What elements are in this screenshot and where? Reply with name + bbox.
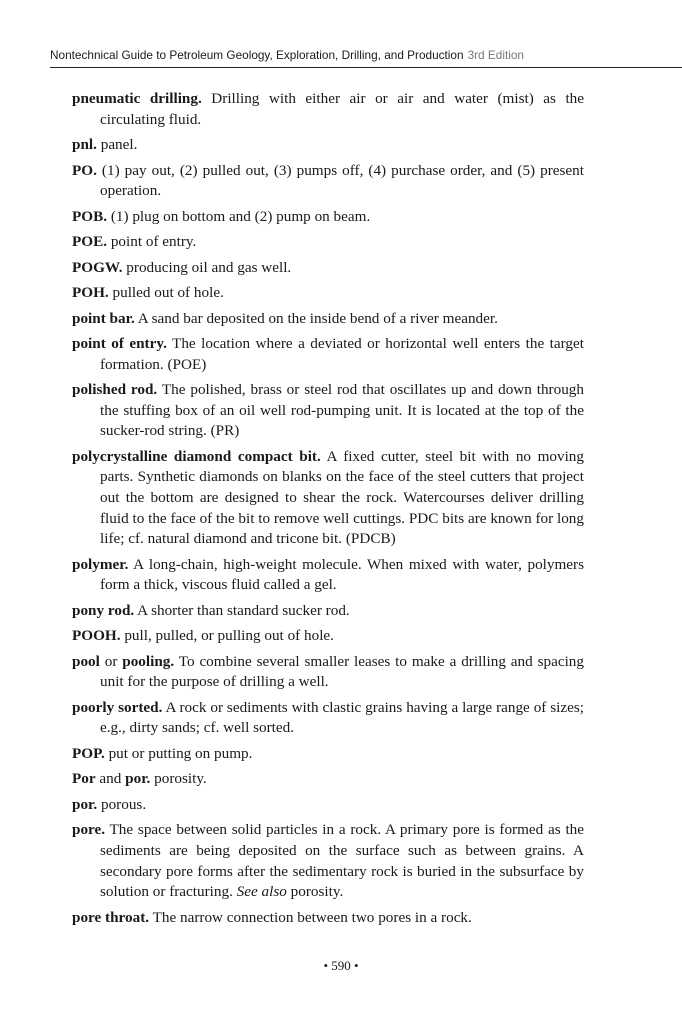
- entry-definition: porous.: [97, 795, 147, 813]
- entry-definition: A rock or sediments with clastic grains having a large range of sizes; e.g., dirty sands; cf. well sorted.: [100, 698, 584, 737]
- edition-label: 3rd Edition: [467, 48, 524, 62]
- entry-term: POE.: [72, 233, 108, 251]
- glossary-entry-pdc-bit: [72, 447, 584, 550]
- entry-term: pore.: [72, 821, 106, 839]
- glossary-entry-por-porous: [72, 795, 584, 816]
- glossary-entry-point-bar: [72, 309, 584, 330]
- glossary-entry-pooh: [72, 626, 584, 647]
- entry-connector: and: [95, 770, 126, 788]
- entry-term: POH.: [72, 284, 109, 302]
- entry-term: polished rod.: [72, 381, 158, 399]
- entry-term: pony rod.: [72, 601, 135, 619]
- glossary-entry-po: [72, 161, 584, 202]
- entry-definition: The narrow connection between two pores in a rock.: [149, 908, 472, 926]
- glossary-entry-pob: [72, 207, 584, 228]
- page-number: • 590 •: [323, 958, 359, 973]
- glossary-entry-por-porosity: [72, 769, 584, 790]
- glossary-entry-pogw: [72, 258, 584, 279]
- glossary-entry-pore: [72, 820, 584, 902]
- entry-term: PO.: [72, 161, 97, 179]
- glossary-entry-point-of-entry: [72, 334, 584, 375]
- entry-definition: point of entry.: [107, 233, 197, 251]
- entry-definition: The location where a deviated or horizontal well enters the target formation. (POE): [100, 335, 584, 373]
- glossary-entry-polymer: [72, 555, 584, 596]
- entry-definition: panel.: [96, 136, 138, 154]
- glossary-entry-poh: [72, 283, 584, 304]
- entry-definition: (1) pay out, (2) pulled out, (3) pumps off, (4) purchase order, and (5) present operation.: [96, 161, 584, 200]
- entry-term: point bar.: [72, 309, 135, 327]
- entry-definition: Drilling with either air or air and water (mist) as the circulating fluid.: [100, 90, 585, 128]
- entry-term: por.: [72, 795, 98, 813]
- entry-term: Por: [72, 770, 96, 788]
- entry-term: pool: [72, 652, 100, 670]
- entry-term: polymer.: [72, 555, 129, 573]
- entry-definition: The space between solid particles in a rock. A primary pore is formed as the sediments are being deposited on the surface such as between grains. A secondary pore forms after the sedimentary rock is buried in the subsurface by solution or fracturing.: [100, 821, 584, 901]
- glossary-entry-pore-throat: [72, 908, 584, 929]
- running-header: [50, 47, 682, 68]
- book-title: Nontechnical Guide to Petroleum Geology, Exploration, Drilling, and Production: [50, 48, 464, 62]
- glossary-entry-pop: [72, 744, 584, 765]
- entry-definition: (1) plug on bottom and (2) pump on beam.: [107, 207, 371, 225]
- entry-term: pnl.: [72, 136, 97, 154]
- glossary-entry-pony-rod: [72, 601, 584, 622]
- entry-definition: put or putting on pump.: [104, 744, 253, 762]
- entry-term: POP.: [72, 744, 105, 762]
- entry-term: POB.: [72, 207, 108, 225]
- glossary-entry-pnl: [72, 135, 584, 156]
- entry-definition: producing oil and gas well.: [122, 258, 292, 276]
- entry-definition: pulled out of hole.: [108, 284, 224, 302]
- entry-definition: A shorter than standard sucker rod.: [134, 601, 350, 619]
- entry-connector: or: [99, 652, 123, 670]
- glossary-entries: [72, 89, 584, 933]
- entry-definition: The polished, brass or steel rod that oscillates up and down through the stuffing box of an oil well rod-pumping unit. It is located at the top of the sucker-rod string. (PR): [100, 381, 584, 440]
- entry-term-alternate: pooling.: [122, 652, 175, 670]
- entry-definition: A sand bar deposited on the inside bend of a river meander.: [134, 309, 498, 327]
- entry-term: point of entry.: [72, 335, 167, 353]
- glossary-entry-pneumatic-drilling: [72, 89, 584, 130]
- glossary-entry-polished-rod: [72, 380, 584, 442]
- entry-term: pore throat.: [72, 908, 150, 926]
- entry-definition: porosity.: [150, 770, 207, 788]
- see-also-target: porosity.: [286, 883, 344, 901]
- entry-term: pneumatic drilling.: [72, 90, 202, 107]
- entry-term: poorly sorted.: [72, 698, 163, 716]
- entry-definition: A fixed cutter, steel bit with no moving parts. Synthetic diamonds on blanks on the face of the steel cutters that project out the bottom are designed to shear the rock. Watercourses deliver drilling fluid to the face of the bit to remove well cuttings. PDC bits are known for long life; cf. natural diamond and tricone bit. (PDCB): [100, 447, 584, 548]
- entry-term: POOH.: [72, 627, 121, 645]
- entry-term: POGW.: [72, 258, 123, 276]
- glossary-entry-poe: [72, 232, 584, 253]
- entry-definition: To combine several smaller leases to make a drilling and spacing unit for the purpose of drilling a well.: [100, 652, 584, 691]
- entry-definition: pull, pulled, or pulling out of hole.: [120, 627, 334, 645]
- entry-term: polycrystalline diamond compact bit.: [72, 447, 321, 465]
- glossary-entry-pool: [72, 652, 584, 693]
- see-also-label: See also: [236, 883, 287, 901]
- glossary-entry-poorly-sorted: [72, 698, 584, 739]
- entry-term-alternate: por.: [125, 770, 151, 788]
- entry-definition: A long-chain, high-weight molecule. When mixed with water, polymers form a thick, viscous fluid called a gel.: [100, 555, 584, 594]
